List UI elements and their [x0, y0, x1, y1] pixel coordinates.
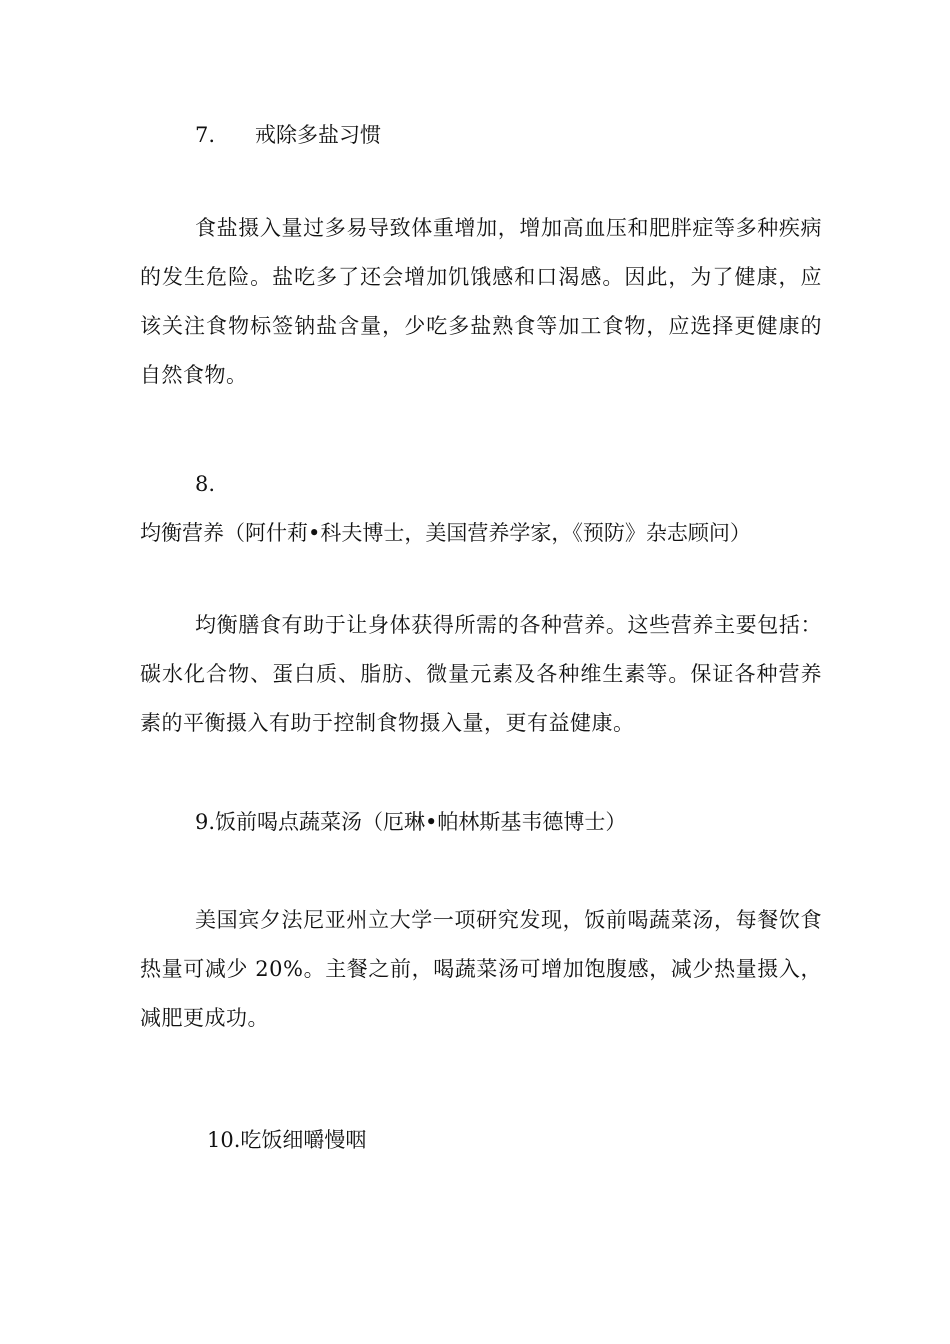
- section-8-body: 均衡膳食有助于让身体获得所需的各种营养。这些营养主要包括：碳水化合物、蛋白质、脂肪、微量元素及各种维生素等。保证各种营养素的平衡摄入有助于控制食物摄入量，更有益健康。: [140, 613, 822, 735]
- section-9-body: 美国宾夕法尼亚州立大学一项研究发现，饭前喝蔬菜汤，每餐饮食热量可减少 20%。主餐之前，喝蔬菜汤可增加饱腹感，减少热量摄入，减肥更成功。: [140, 908, 822, 1030]
- section-8-heading: [140, 460, 822, 558]
- section-10-title: 吃饭细嚼慢咽: [240, 1128, 367, 1152]
- section-7-heading: [195, 120, 381, 150]
- section-8-title: 均衡营养（阿什莉•科夫博士，美国营养学家，《预防》杂志顾问）: [140, 521, 751, 545]
- section-9-number: 9.: [195, 810, 216, 834]
- section-8-number: 8.: [195, 472, 216, 496]
- section-7-title: 戒除多盐习惯: [255, 123, 381, 147]
- section-10-number: 10.: [207, 1128, 241, 1152]
- section-7-number: 7.: [195, 123, 216, 147]
- section-9-title: 饭前喝点蔬菜汤（厄琳•帕林斯基韦德博士）: [215, 810, 627, 834]
- section-7-body: 食盐摄入量过多易导致体重增加，增加高血压和肥胖症等多种疾病的发生危险。盐吃多了还会增加饥饿感和口渴感。因此，为了健康，应该关注食物标签钠盐含量，少吃多盐熟食等加工食物，应选择更健康的自然食物。: [140, 216, 822, 387]
- section-10-heading: [207, 1127, 367, 1153]
- section-9-heading: [195, 807, 626, 837]
